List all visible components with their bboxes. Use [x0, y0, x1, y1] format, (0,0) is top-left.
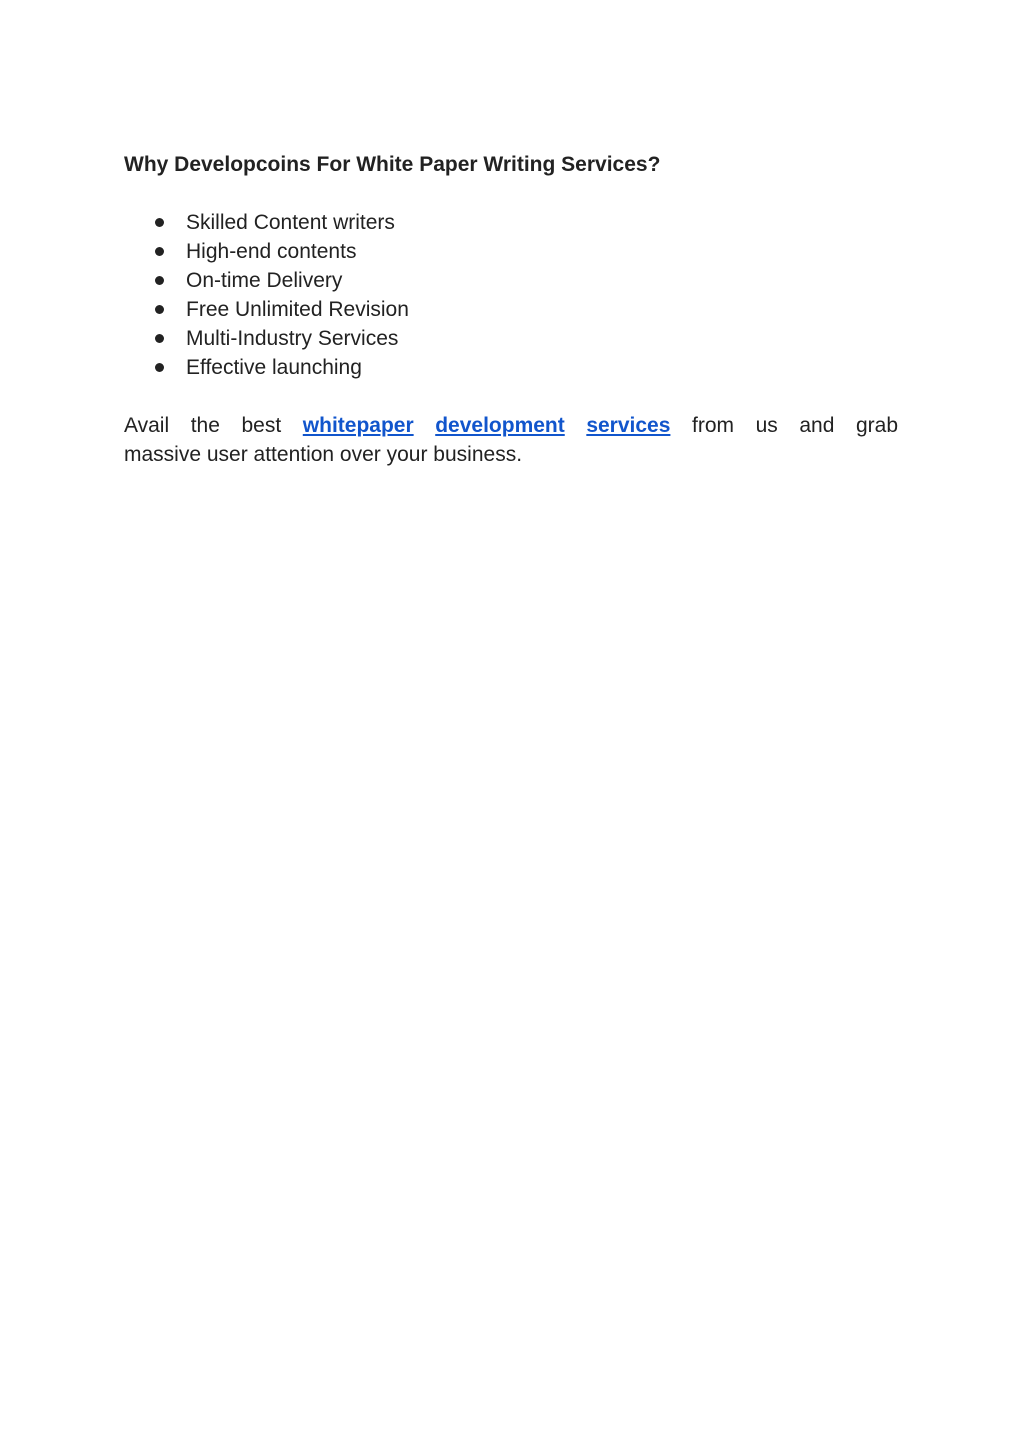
list-item [124, 324, 898, 353]
section-heading: Why Developcoins For White Paper Writing Services? [124, 153, 661, 176]
whitepaper-services-link-word[interactable]: services [586, 414, 671, 437]
list-item-label: High-end contents [186, 240, 357, 263]
paragraph-word: the [190, 414, 220, 437]
list-item-label: Multi-Industry Services [186, 327, 399, 350]
bullet-icon [155, 276, 164, 285]
bullet-icon [155, 363, 164, 372]
bullet-icon [155, 247, 164, 256]
whitepaper-services-link-word[interactable]: development [435, 414, 565, 437]
bullet-icon [155, 305, 164, 314]
paragraph-word: grab [855, 414, 898, 437]
paragraph-word: us [755, 414, 778, 437]
list-item-label: Skilled Content writers [186, 211, 395, 234]
list-item-label: On-time Delivery [186, 269, 343, 292]
whitepaper-services-link-word[interactable]: whitepaper [302, 414, 414, 437]
bullet-icon [155, 334, 164, 343]
features-list [124, 208, 898, 382]
list-item [124, 237, 898, 266]
paragraph-word: and [799, 414, 835, 437]
paragraph-word: from [692, 414, 734, 437]
list-item-label: Free Unlimited Revision [186, 298, 409, 321]
page-content [124, 150, 898, 469]
list-item [124, 266, 898, 295]
list-item [124, 295, 898, 324]
list-item [124, 208, 898, 237]
paragraph-line-1 [124, 411, 898, 440]
list-item-label: Effective launching [186, 356, 362, 379]
bullet-icon [155, 218, 164, 227]
list-item [124, 353, 898, 382]
paragraph-line-2: massive user attention over your business. [124, 443, 523, 466]
closing-paragraph [124, 411, 898, 469]
paragraph-word: best [241, 414, 282, 437]
paragraph-word: Avail [124, 414, 170, 437]
